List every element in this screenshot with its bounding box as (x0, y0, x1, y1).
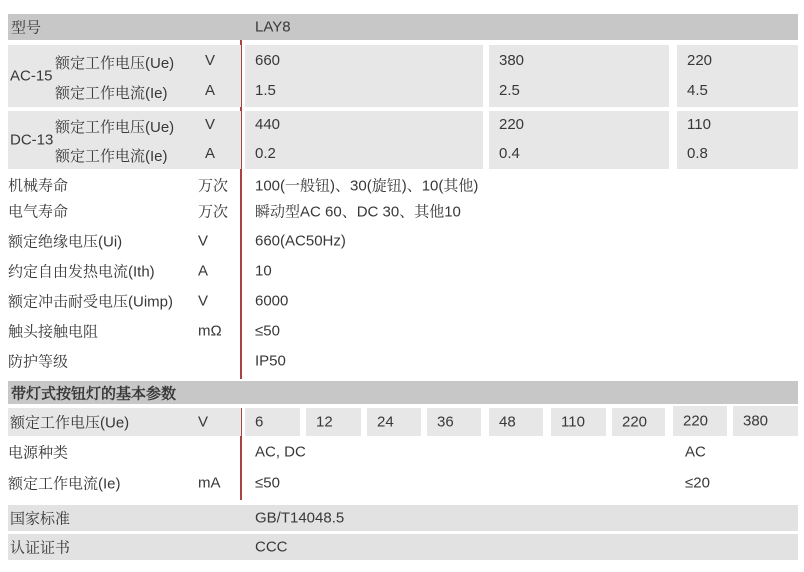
row-unit: 万次 (198, 203, 229, 220)
row-lamp-current (8, 468, 798, 498)
dc13-voltage-unit: V (205, 116, 216, 133)
dc13-current-2: 0.4 (499, 145, 520, 162)
row-label: 认证证书 (10, 539, 71, 557)
lamp-voltage-value: 48 (499, 413, 516, 431)
lamp-voltage-value: 220 (683, 412, 709, 430)
row-label: 约定自由发热电流(Ith) (8, 263, 155, 280)
lamp-voltage-value: 24 (377, 413, 394, 431)
row-protection-grade (8, 346, 798, 375)
row-mechanical-life (8, 170, 798, 199)
row-label: 防护等级 (8, 353, 69, 370)
ac15-current-unit: A (205, 82, 216, 99)
dc13-current-1: 0.2 (255, 145, 276, 162)
ac15-current-1: 1.5 (255, 82, 276, 99)
model-label: 型号 (11, 19, 42, 37)
dc13-voltage-3: 110 (687, 116, 711, 133)
ac15-voltage-label: 额定工作电压(Ue) (55, 55, 175, 72)
row-label: 触头接触电阻 (8, 323, 99, 340)
lamp-voltage-value: 220 (622, 413, 648, 431)
row-value: 瞬动型AC 60、DC 30、其他10 (255, 203, 461, 220)
dc13-value-cell-2 (489, 111, 669, 169)
lamp-voltage-value: 12 (316, 413, 333, 431)
lamp-section-header (8, 381, 798, 404)
row-electrical-life (8, 196, 798, 225)
row-label: 机械寿命 (8, 177, 69, 194)
row-value: 100(一般钮)、30(旋钮)、10(其他) (255, 177, 479, 194)
lamp-voltage-cell-3 (367, 408, 421, 436)
ac15-voltage-2: 380 (499, 52, 525, 69)
ac15-value-cell-3 (677, 45, 798, 107)
lamp-voltage-cell-4 (427, 408, 481, 436)
dc13-label-cell (8, 111, 241, 169)
dc13-value-cell-1 (245, 111, 483, 169)
row-certification (8, 534, 798, 560)
dc13-value-cell-3 (677, 111, 798, 169)
dc13-group-label: DC-13 (10, 131, 54, 149)
row-value: 6000 (255, 292, 289, 309)
row-impulse-voltage (8, 286, 798, 315)
row-contact-resistance (8, 316, 798, 345)
row-insulation-voltage (8, 226, 798, 255)
lamp-voltage-cell-5 (489, 408, 543, 436)
row-thermal-current (8, 256, 798, 285)
ac15-voltage-3: 220 (687, 52, 713, 69)
row-value: 10 (255, 262, 272, 279)
dc13-current-label: 额定工作电流(Ie) (55, 148, 168, 165)
supply-right-value: AC (685, 443, 706, 461)
row-label: 额定冲击耐受电压(Uimp) (8, 293, 173, 310)
model-value: LAY8 (255, 18, 291, 36)
lamp-voltage-cell-1 (245, 408, 300, 436)
lamp-voltage-value: 110 (561, 413, 585, 431)
lamp-voltage-cell-6 (551, 408, 606, 436)
row-value: IP50 (255, 352, 286, 369)
row-unit: mA (198, 474, 221, 492)
row-national-standard (8, 505, 798, 531)
row-unit: 万次 (198, 177, 229, 194)
ac15-value-cell-2 (489, 45, 669, 107)
lamp-voltage-unit: V (198, 413, 209, 431)
lamp-voltage-cell-2 (306, 408, 361, 436)
row-unit: V (198, 232, 209, 249)
row-unit: A (198, 262, 209, 279)
row-label: 电气寿命 (8, 203, 69, 220)
row-value: CCC (255, 538, 288, 556)
lamp-voltage-value: 380 (743, 412, 769, 430)
row-label: 额定工作电流(Ie) (8, 475, 121, 493)
dc13-voltage-1: 440 (255, 116, 281, 133)
dc13-current-3: 0.8 (687, 145, 708, 162)
dc13-voltage-2: 220 (499, 116, 525, 133)
lamp-voltage-label-cell (8, 408, 241, 436)
lamp-section-title: 带灯式按钮灯的基本参数 (11, 385, 177, 402)
ac15-value-cell-1 (245, 45, 483, 107)
row-supply-type (8, 438, 798, 466)
ac15-current-2: 2.5 (499, 82, 520, 99)
lamp-voltage-cell-9 (733, 406, 798, 436)
lamp-voltage-value: 36 (437, 413, 454, 431)
ac15-current-label: 额定工作电流(Ie) (55, 85, 168, 102)
row-value: 660(AC50Hz) (255, 232, 346, 249)
ac15-label-cell (8, 45, 241, 107)
row-label: 额定绝缘电压(Ui) (8, 233, 123, 250)
lamp-voltage-cell-7 (612, 408, 665, 436)
row-value: GB/T14048.5 (255, 509, 345, 527)
row-label: 电源种类 (8, 444, 69, 462)
ac15-current-3: 4.5 (687, 82, 708, 99)
ac15-voltage-1: 660 (255, 52, 281, 69)
ac15-group-label: AC-15 (10, 67, 53, 85)
ac15-voltage-unit: V (205, 52, 216, 69)
lamp-voltage-cell-8 (673, 406, 727, 436)
dc13-current-unit: A (205, 145, 216, 162)
row-label: 国家标准 (10, 510, 71, 528)
lamp-current-left-value: ≤50 (255, 474, 280, 492)
lamp-voltage-value: 6 (255, 413, 264, 431)
lamp-current-right-value: ≤20 (685, 474, 710, 492)
supply-left-value: AC, DC (255, 443, 306, 461)
row-value: ≤50 (255, 322, 280, 339)
dc13-voltage-label: 额定工作电压(Ue) (55, 119, 175, 136)
row-unit: mΩ (198, 322, 222, 339)
model-row (8, 14, 798, 40)
row-unit: V (198, 292, 209, 309)
lamp-voltage-label: 额定工作电压(Ue) (10, 414, 130, 432)
